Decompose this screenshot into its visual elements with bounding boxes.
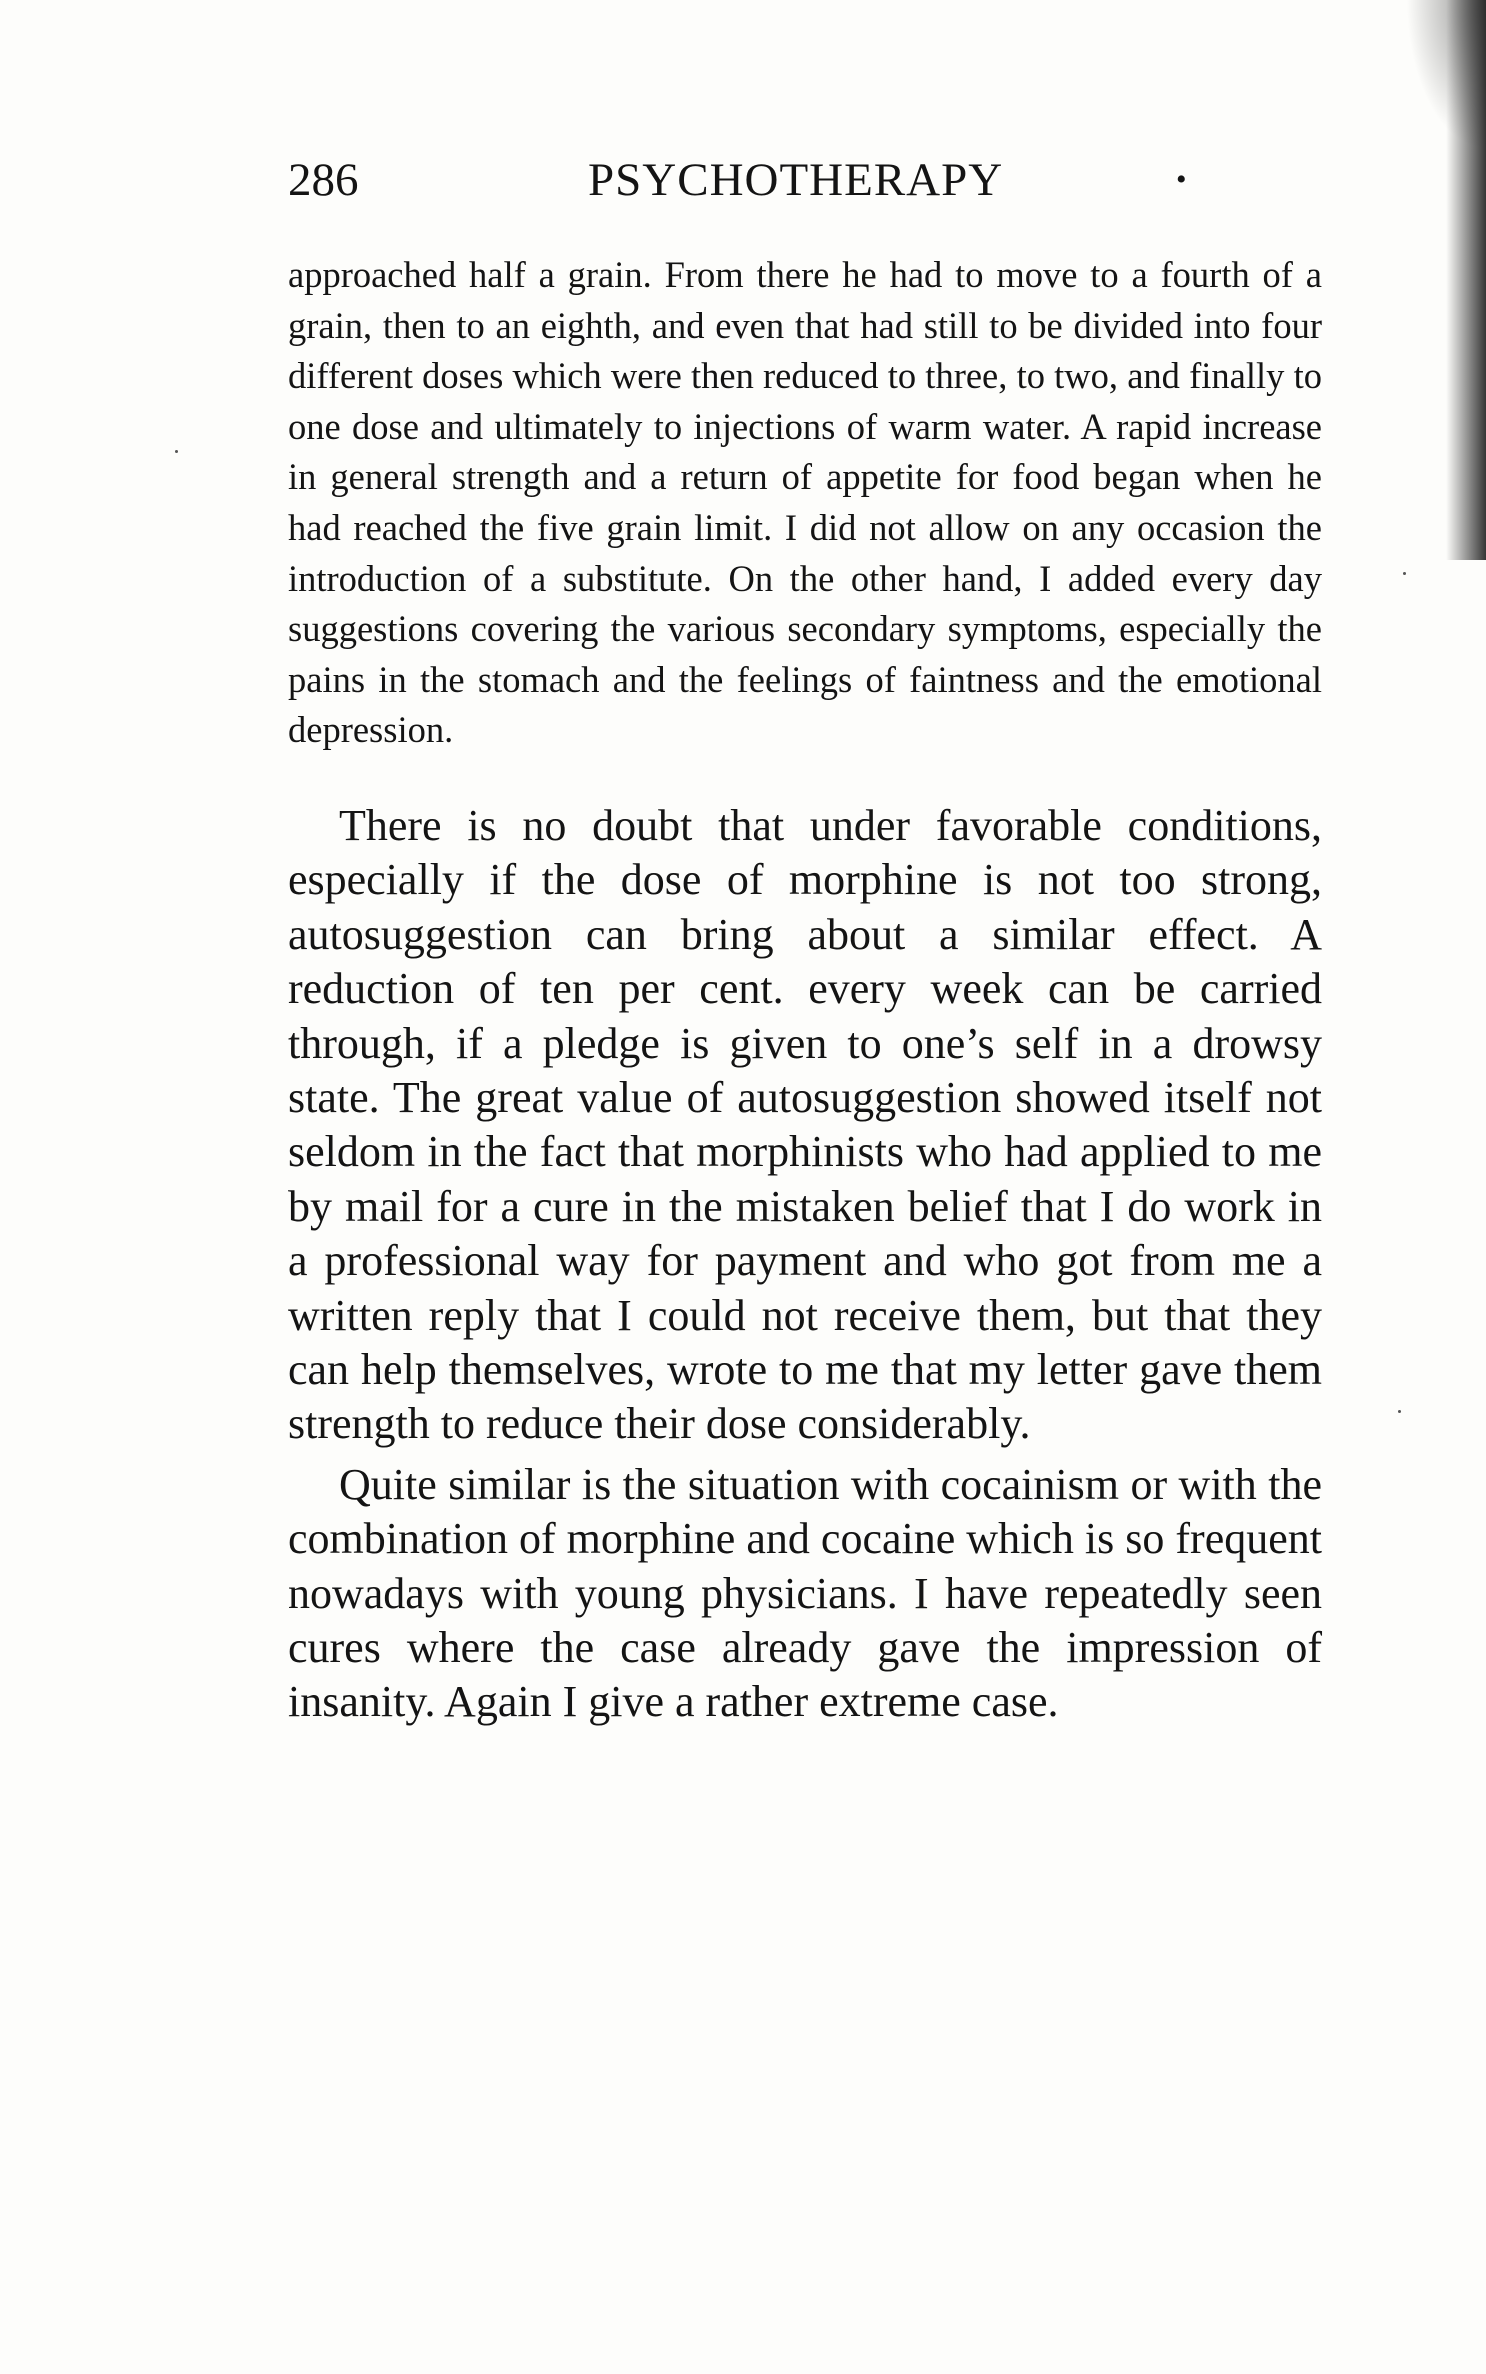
page-number: 286	[288, 154, 359, 206]
body-paragraph-2: There is no doubt that under favorable conditions, especially if the dose of morphine is not too strong, autosuggestion can bring about a similar effect. A reduction of ten per cent. every week can be carried through, if a pledge is given to one’s self in a drowsy state. The great value of autosuggestion showed itself not seldom in the fact that morphinists who had applied to me by mail for a cure in the mistaken belief that I do work in a professional way for payment and who got from me a written reply that I could not receive them, but that they can help themselves, wrote to me that my letter gave them strength to reduce their dose considerably.	[288, 800, 1322, 1449]
page-header-title: PSYCHOTHERAPY	[588, 154, 1004, 206]
page-corner-shadow	[1406, 0, 1486, 150]
body-paragraph-3: Quite similar is the situation with cocainism or with the combination of morphine and cocaine which is so frequent nowadays with young physicians. I have repeatedly seen cures where the case already gave the impression of insanity. Again I give a rather extreme case.	[288, 1459, 1322, 1727]
print-speck	[1403, 572, 1406, 575]
running-header	[288, 150, 1322, 210]
book-page	[288, 150, 1322, 1730]
body-paragraph-1: approached half a grain. From there he had to move to a fourth of a grain, then to an eighth, and even that had still to be divided into four different doses which were then reduced to three, to two, and finally to one dose and ultimately to injections of warm water. A rapid increase in general strength and a return of appetite for food began when he had reached the five grain limit. I did not allow on any occasion the introduction of a substitute. On the other hand, I added every day suggestions covering the various secondary symptoms, especially the pains in the stomach and the feelings of faintness and the emotional depression.	[288, 254, 1322, 751]
print-speck	[175, 450, 178, 453]
print-speck	[1398, 1410, 1401, 1413]
header-ink-mark: •	[1176, 163, 1187, 196]
